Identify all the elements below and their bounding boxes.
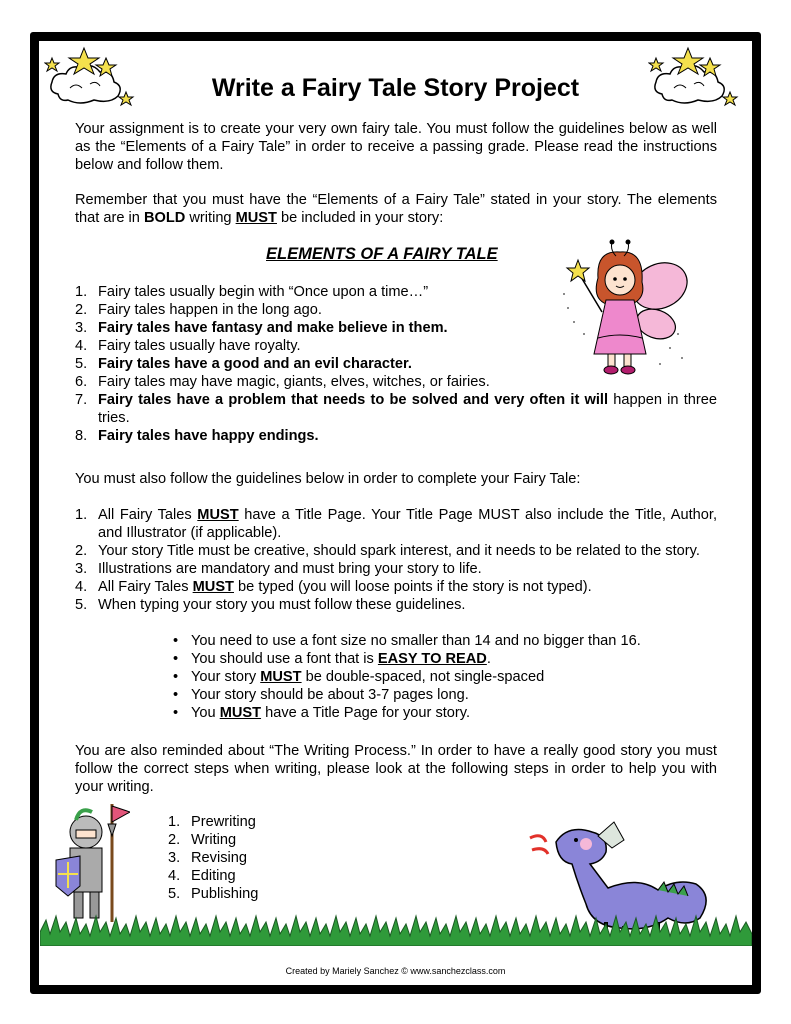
footer-credit: Created by Mariely Sanchez © www.sanchezclass.com <box>285 966 506 976</box>
list-item: 2. Your story Title must be creative, should spark interest, and it needs to be related to the story. <box>75 543 700 559</box>
list-item: 2. Writing <box>168 832 237 848</box>
list-item: 4. All Fairy Tales MUST be typed (you will loose points if the story is not typed). <box>75 579 592 595</box>
elements-list <box>75 283 717 445</box>
elements-heading: ELEMENTS OF A FAIRY TALE <box>266 245 498 263</box>
list-item: 1. Prewriting <box>168 814 256 830</box>
list-item: • You need to use a font size no smaller than 14 and no bigger than 16. <box>173 632 713 650</box>
list-item: • You should use a font that is EASY TO READ. <box>173 650 713 668</box>
list-item: 1. All Fairy Tales MUST have a Title Page. Your Title Page MUST also include the Title, Author, and Illustrator (if applicable). <box>75 507 717 541</box>
guidelines-list <box>75 506 717 614</box>
list-item: 5. Fairy tales have a good and an evil character. <box>75 356 412 372</box>
list-item: 3. Illustrations are mandatory and must bring your story to life. <box>75 561 482 577</box>
page-title: Write a Fairy Tale Story Project <box>211 74 580 102</box>
list-item: 4. Fairy tales usually have royalty. <box>75 338 301 354</box>
writing-process-paragraph: You are also reminded about “The Writing Process.” In order to have a really good story you must follow the correct steps when writing, please look at the following steps in order to help you with your writing. <box>75 743 717 795</box>
list-item: 5. Publishing <box>168 886 259 902</box>
guidelines-intro: You must also follow the guidelines below in order to complete your Fairy Tale: <box>75 471 581 487</box>
knight-illustration-icon <box>50 800 130 930</box>
list-item: • You MUST have a Title Page for your story. <box>173 704 713 722</box>
list-item: 6. Fairy tales may have magic, giants, elves, witches, or fairies. <box>75 374 490 390</box>
typing-guidelines-bullets <box>173 632 713 722</box>
list-item: 1. Fairy tales usually begin with “Once upon a time…” <box>75 284 429 300</box>
list-item: 2. Fairy tales happen in the long ago. <box>75 302 322 318</box>
list-item: • Your story MUST be double-spaced, not single-spaced <box>173 668 713 686</box>
list-item: 5. When typing your story you must follow these guidelines. <box>75 597 466 613</box>
list-item: 4. Editing <box>168 868 236 884</box>
writing-steps-list <box>168 813 258 903</box>
remember-paragraph: Remember that you must have the “Elements of a Fairy Tale” stated in your story. The elements that are in BOLD writing MUST be included in your story: <box>75 192 717 226</box>
list-item: 3. Revising <box>168 850 247 866</box>
grass-border-icon <box>40 912 752 946</box>
list-item: 7. Fairy tales have a problem that needs to be solved and very often it will happen in three tries. <box>75 392 717 426</box>
list-item: • Your story should be about 3-7 pages long. <box>173 686 713 704</box>
list-item: 8. Fairy tales have happy endings. <box>75 428 319 444</box>
intro-paragraph: Your assignment is to create your very own fairy tale. You must follow the guidelines below as well as the “Elements of a Fairy Tale” in order to receive a passing grade. Please read the instructions below and follow them. <box>75 121 717 173</box>
list-item: 3. Fairy tales have fantasy and make believe in them. <box>75 320 448 336</box>
